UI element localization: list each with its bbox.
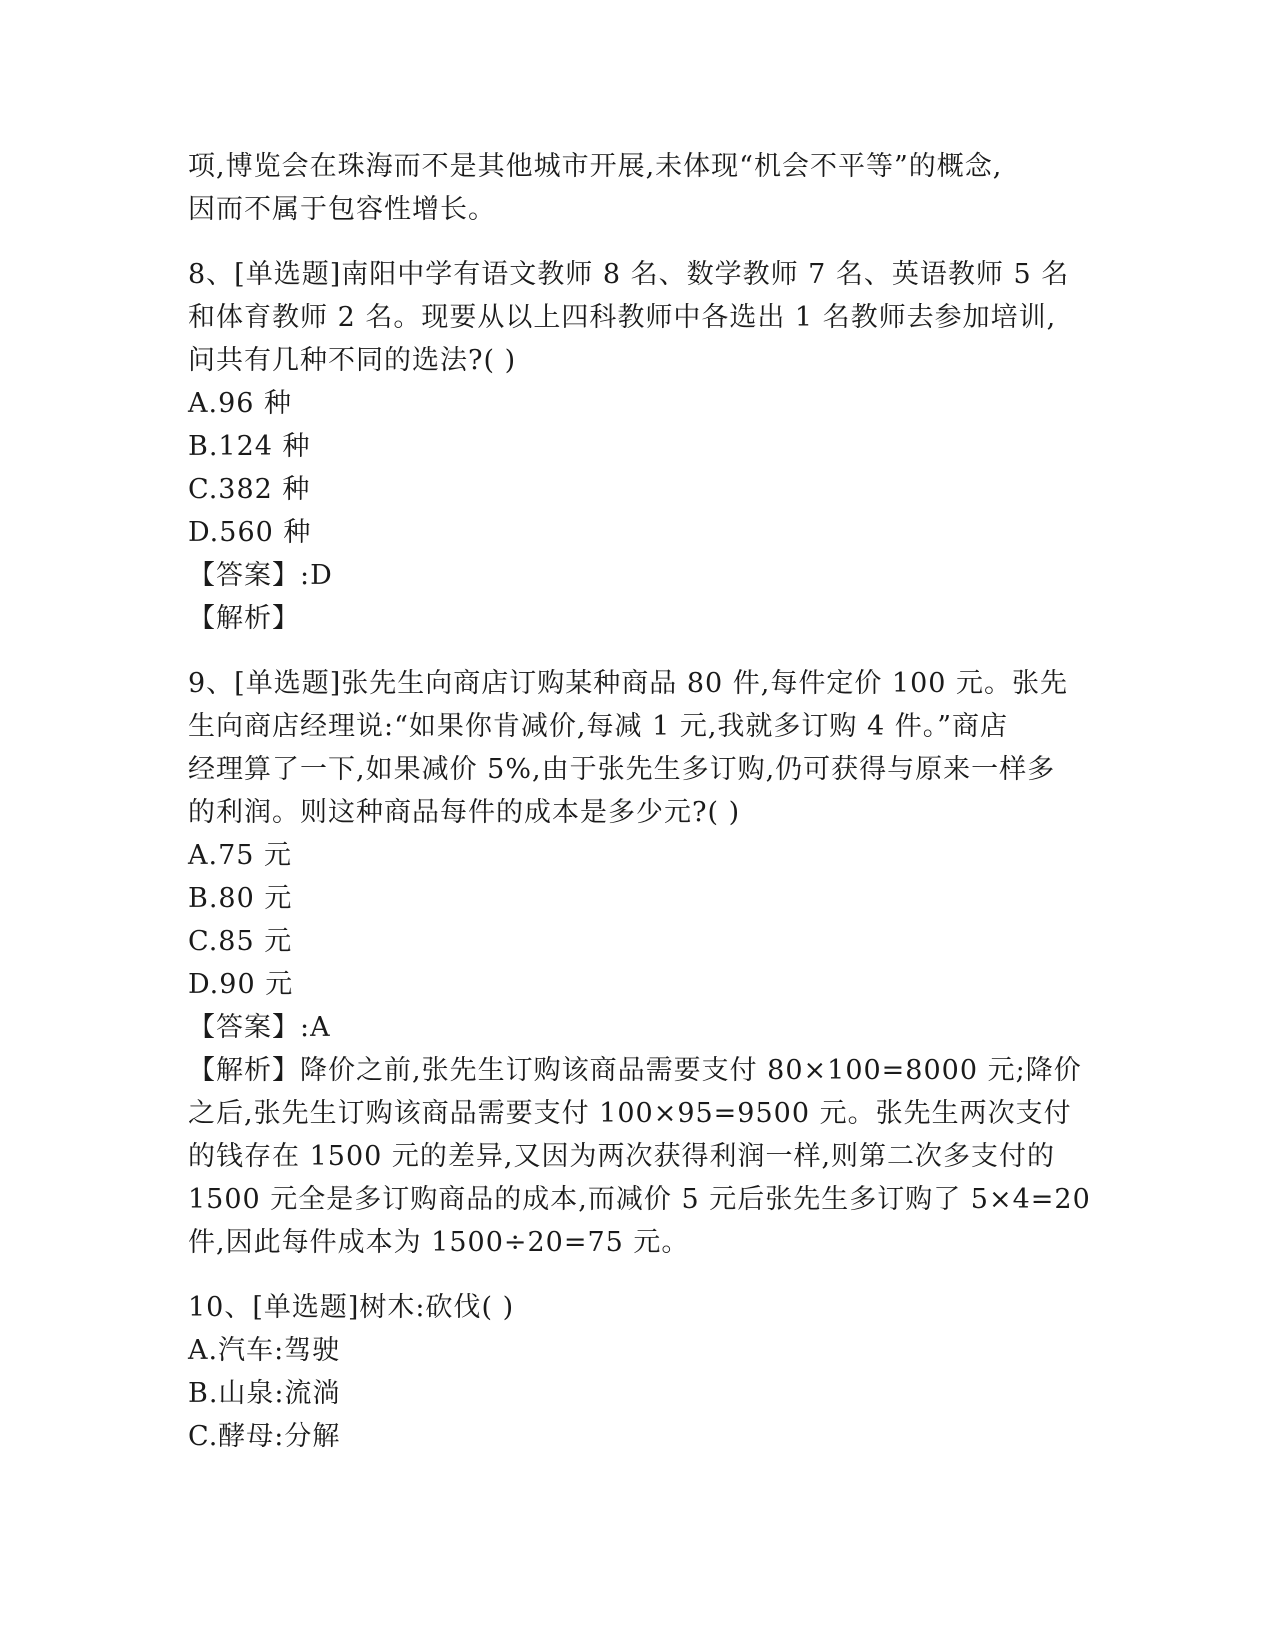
analysis-line: 之后,张先生订购该商品需要支付 100×95=9500 元。张先生两次支付 (188, 1098, 1072, 1129)
question-8 (188, 253, 1088, 640)
question-stem-line: 的利润。则这种商品每件的成本是多少元?( ) (188, 797, 741, 828)
question-9 (188, 662, 1091, 1264)
option-b: B.山泉:流淌 (188, 1378, 341, 1409)
question-10 (188, 1286, 1088, 1458)
option-b: B.124 种 (188, 431, 311, 462)
option-c: C.酵母:分解 (188, 1421, 341, 1452)
analysis-line: 1500 元全是多订购商品的成本,而减价 5 元后张先生多订购了 5×4=20 (188, 1184, 1091, 1215)
option-a: A.75 元 (188, 840, 293, 871)
answer-line: 【答案】:A (188, 1012, 331, 1043)
option-c: C.382 种 (188, 474, 311, 505)
question-stem-line: 生向商店经理说:“如果你肯减价,每减 1 元,我就多订购 4 件。”商店 (188, 711, 1009, 742)
analysis-line: 的钱存在 1500 元的差异,又因为两次获得利润一样,则第二次多支付的 (188, 1141, 1056, 1172)
document-page (188, 145, 1091, 1458)
option-b: B.80 元 (188, 883, 293, 914)
answer-line: 【答案】:D (188, 560, 333, 591)
option-c: C.85 元 (188, 926, 293, 957)
question-stem-line: 9、[单选题]张先生向商店订购某种商品 80 件,每件定价 100 元。张先 (188, 668, 1069, 699)
option-a: A.96 种 (188, 388, 293, 419)
analysis-line: 【解析】降价之前,张先生订购该商品需要支付 80×100=8000 元;降价 (188, 1055, 1082, 1086)
question-stem-line: 经理算了一下,如果减价 5%,由于张先生多订购,仍可获得与原来一样多 (188, 754, 1056, 785)
question-stem-line: 问共有几种不同的选法?( ) (188, 345, 517, 376)
text-line: 因而不属于包容性增长。 (188, 194, 496, 225)
option-a: A.汽车:驾驶 (188, 1335, 341, 1366)
question-stem-line: 10、[单选题]树木:砍伐( ) (188, 1292, 515, 1323)
question-stem-line: 和体育教师 2 名。现要从以上四科教师中各选出 1 名教师去参加培训, (188, 302, 1057, 333)
text-line: 项,博览会在珠海而不是其他城市开展,未体现“机会不平等”的概念, (188, 151, 1003, 182)
analysis-line: 件,因此每件成本为 1500÷20=75 元。 (188, 1227, 690, 1258)
question-stem-line: 8、[单选题]南阳中学有语文教师 8 名、数学教师 7 名、英语教师 5 名 (188, 259, 1070, 290)
option-d: D.90 元 (188, 969, 294, 1000)
analysis-line: 【解析】 (188, 603, 300, 634)
intro-paragraph (188, 145, 1088, 231)
option-d: D.560 种 (188, 517, 312, 548)
